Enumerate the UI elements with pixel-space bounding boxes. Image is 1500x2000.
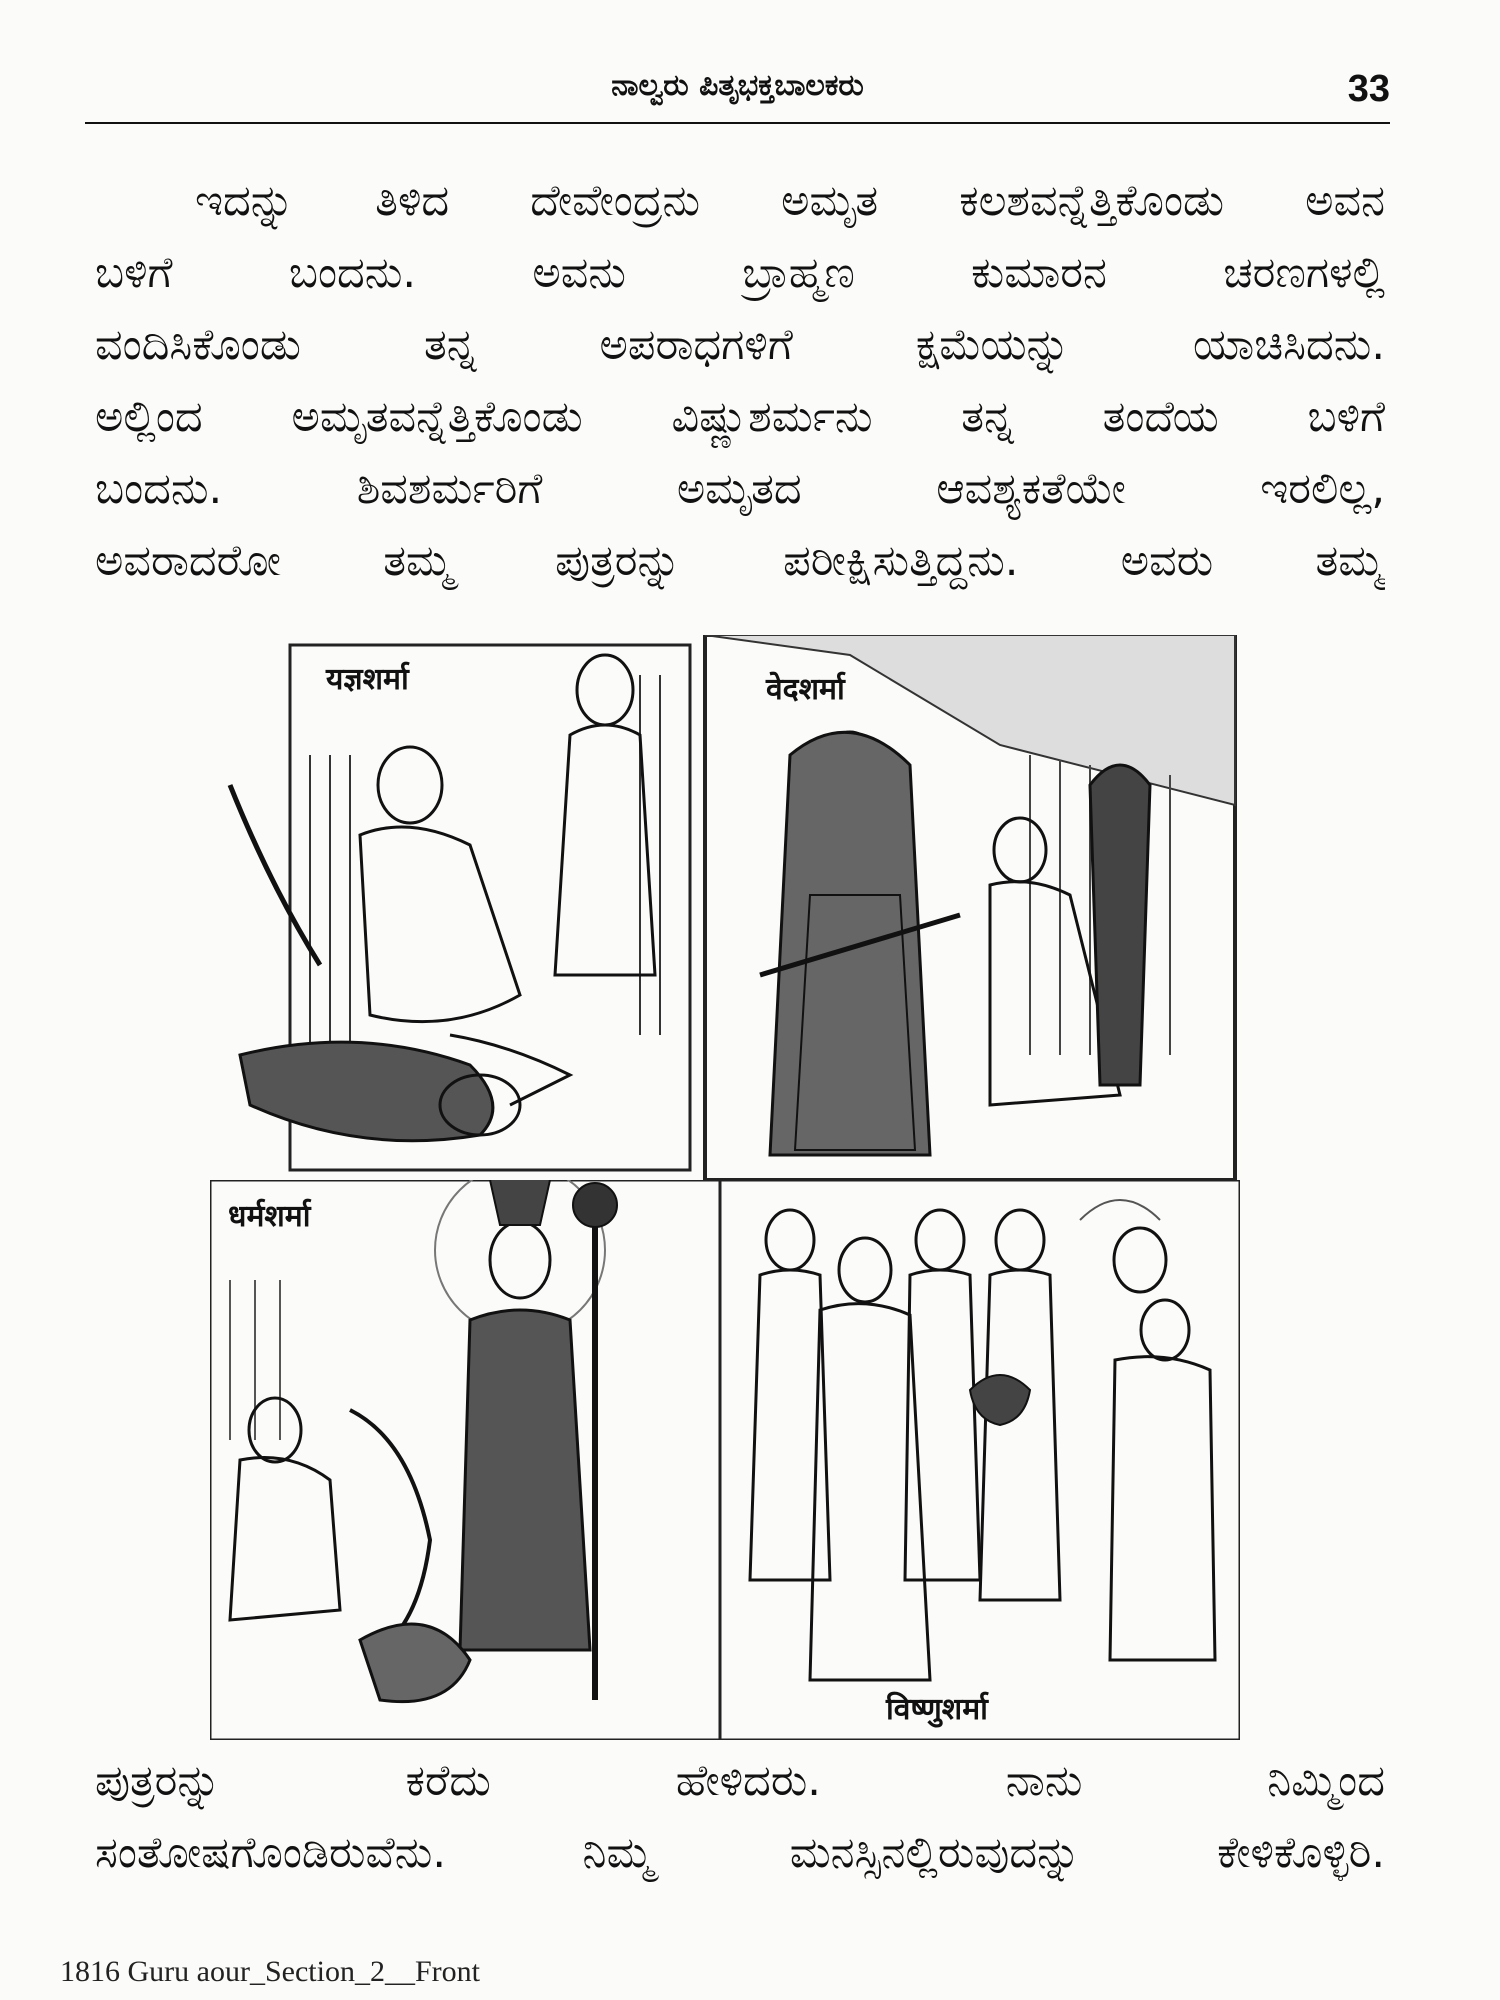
panel-label-vishnusharma: विष्णुशर्मा	[880, 1685, 994, 1730]
panel-vedasharma	[700, 635, 1240, 1180]
panel-yajnasharma	[210, 635, 700, 1180]
text-line: ವಂದಿಸಿಕೊಂಡು ತನ್ನ ಅಪರಾಧಗಳಿಗೆ ಕ್ಷಮೆಯನ್ನು ಯಾಚಿಸಿದನು.	[95, 320, 1385, 370]
paragraph-bottom	[95, 1745, 1385, 1889]
panel-dharmasharma	[210, 1180, 720, 1740]
text-line: ಸಂತೋಷಗೊಂಡಿರುವೆನು. ನಿಮ್ಮ ಮನಸ್ಸಿನಲ್ಲಿರುವುದನ್ನು ಕೇಳಿಕೊಳ್ಳಿರಿ.	[95, 1828, 1385, 1878]
panel-vishnusharma	[720, 1180, 1240, 1740]
text-line: ಇದನ್ನು ತಿಳಿದ ದೇವೇಂದ್ರನು ಅಮೃತ ಕಲಶವನ್ನೆತ್ತಿಕೊಂಡು ಅವನ	[195, 176, 1385, 226]
page-number: 33	[1347, 68, 1390, 110]
panel-4-drawing	[720, 1180, 1240, 1740]
text-line: ಬಂದನು. ಶಿವಶರ್ಮರಿಗೆ ಅಮೃತದ ಆವಶ್ಯಕತೆಯೇ ಇರಲಿಲ್ಲ,	[95, 464, 1385, 514]
four-panel-illustration	[210, 635, 1240, 1740]
print-slug: 1816 Guru aour_Section_2__Front	[60, 1955, 480, 1988]
panel-3-drawing	[210, 1180, 720, 1740]
panel-2-drawing	[700, 635, 1240, 1180]
text-line: ಅಲ್ಲಿಂದ ಅಮೃತವನ್ನೆತ್ತಿಕೊಂಡು ವಿಷ್ಣುಶರ್ಮನು ತನ್ನ ತಂದೆಯ ಬಳಿಗೆ	[95, 392, 1385, 442]
panel-1-drawing	[210, 635, 700, 1180]
text-line: ಪುತ್ರರನ್ನು ಕರೆದು ಹೇಳಿದರು. ನಾನು ನಿಮ್ಮಿಂದ	[95, 1756, 1385, 1806]
text-line: ಬಳಿಗೆ ಬಂದನು. ಅವನು ಬ್ರಾಹ್ಮಣ ಕುಮಾರನ ಚರಣಗಳಲ್ಲಿ	[95, 248, 1385, 298]
running-title: ನಾಲ್ವರು ಪಿತೃಭಕ್ತಬಾಲಕರು	[611, 68, 864, 103]
panel-label-dharmasharma: धर्मशर्मा	[222, 1192, 317, 1237]
text-line: ಅವರಾದರೋ ತಮ್ಮ ಪುತ್ರರನ್ನು ಪರೀಕ್ಷಿಸುತ್ತಿದ್ದನು. ಅವರು ತಮ್ಮ	[95, 536, 1385, 586]
panel-label-yajnasharma: यज्ञशर्मा	[320, 655, 415, 700]
paragraph-top	[95, 165, 1385, 597]
page-header	[85, 60, 1390, 124]
panel-label-vedasharma: वेदशर्मा	[760, 665, 851, 710]
